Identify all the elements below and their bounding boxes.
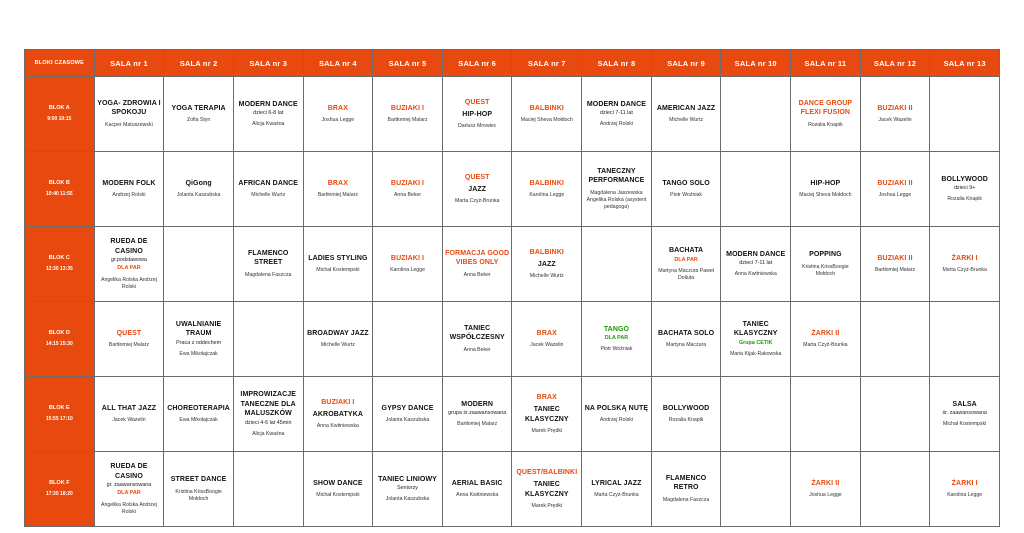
class-cell[interactable]	[303, 302, 373, 377]
class-title: MODERN DANCE	[726, 250, 786, 258]
class-title: AFRICAN DANCE	[238, 179, 299, 187]
class-teacher: Marta Czyż-Brunka	[803, 342, 848, 349]
class-teacher: Michelle Wurtz	[251, 192, 286, 199]
class-cell[interactable]	[582, 377, 652, 452]
class-cell[interactable]	[94, 452, 164, 527]
class-cell[interactable]	[860, 377, 930, 452]
class-subtitle: grupa śr.zaawansowana	[448, 410, 507, 417]
class-cell[interactable]	[791, 227, 861, 302]
class-title: BOLLYWOOD	[941, 175, 988, 183]
class-subtitle: gr. zaawansowana	[106, 482, 152, 489]
class-cell[interactable]	[373, 227, 443, 302]
class-title: BOLLYWOOD	[662, 404, 710, 412]
class-cell[interactable]	[94, 302, 164, 377]
class-teacher: Jolanta Kaszubska	[385, 496, 430, 503]
class-teacher: Karolina Legge	[390, 267, 425, 274]
class-cell[interactable]	[233, 452, 303, 527]
class-teacher: Bartłomiej Malarz	[317, 192, 358, 199]
class-title: BUZIAKI I	[321, 398, 355, 406]
table-row	[25, 377, 1000, 452]
time-block-label: BLOK B	[48, 180, 70, 187]
class-teacher: Rozalia Knapik	[947, 196, 982, 203]
class-cell[interactable]	[233, 377, 303, 452]
class-cell[interactable]	[512, 152, 582, 227]
class-title: AMERICAN JAZZ	[656, 104, 716, 112]
class-cell[interactable]	[442, 377, 512, 452]
class-cell[interactable]	[373, 302, 443, 377]
class-cell[interactable]	[721, 152, 791, 227]
class-title: IMPROWIZACJE TANECZNE DLA MALUSZKÓW	[240, 391, 297, 418]
class-secondary-title: TANIEC KLASYCZNY	[524, 406, 569, 423]
class-cell[interactable]	[860, 452, 930, 527]
class-teacher: Marta Czyż-Brunka	[942, 267, 987, 274]
class-title: TANECZNY PERFORMANCE	[588, 168, 645, 185]
class-teacher: Piotr Woźniak	[670, 192, 703, 199]
class-title: QUEST	[464, 173, 490, 181]
class-title: BUZIAKI II	[877, 254, 913, 262]
table-row	[25, 227, 1000, 302]
header-corner: BLOKI CZASOWE	[25, 50, 95, 77]
class-title: BRAX	[536, 393, 557, 401]
class-title: RUEDA DE CASINO	[110, 463, 148, 480]
class-cell[interactable]	[303, 452, 373, 527]
class-title: GYPSY DANCE	[381, 404, 434, 412]
class-title: MODERN FOLK	[102, 179, 156, 187]
class-subtitle: Seniorzy	[397, 485, 419, 492]
class-cell[interactable]	[582, 227, 652, 302]
time-block-hours: 17:35 18:20	[45, 491, 73, 498]
class-title: QiGong	[185, 179, 212, 187]
class-cell[interactable]	[303, 77, 373, 152]
room-header-2: SALA nr 2	[164, 50, 234, 77]
class-title: CHOREOTERAPIA	[167, 404, 230, 412]
time-block-blok-b	[25, 152, 95, 227]
class-title: ŻARKI II	[811, 479, 840, 487]
class-teacher: Andrzej Rolski	[599, 417, 634, 424]
class-cell[interactable]	[651, 452, 721, 527]
time-block-label: BLOK C	[48, 255, 70, 262]
class-teacher: Marek Prędki	[531, 428, 563, 435]
class-subtitle: gr.podstawowa	[110, 257, 147, 264]
class-title: BRAX	[327, 179, 348, 187]
class-title: QUEST/BALBINKI	[516, 468, 578, 476]
class-title: FORMACJA GOOD VIBES ONLY	[445, 250, 510, 267]
class-title: BRAX	[327, 104, 348, 112]
class-cell[interactable]	[721, 377, 791, 452]
class-cell[interactable]	[721, 302, 791, 377]
class-teacher: Anna Beker	[393, 192, 422, 199]
class-teacher: Joshua Legge	[878, 192, 912, 199]
class-cell[interactable]	[303, 227, 373, 302]
class-teacher: Anna Beker	[463, 271, 491, 278]
class-teacher: Marta Czyż-Brunka	[454, 198, 500, 205]
class-title: QUEST	[116, 329, 142, 337]
class-title: BUZIAKI II	[877, 179, 913, 187]
class-cell[interactable]	[860, 227, 930, 302]
class-cell[interactable]	[164, 152, 234, 227]
class-teacher: Magdalena Faszcza	[245, 271, 292, 278]
class-cell[interactable]	[164, 452, 234, 527]
class-cell[interactable]	[791, 77, 861, 152]
class-title: QUEST	[464, 98, 490, 106]
class-teacher: Michał Kostempski	[316, 267, 360, 274]
class-cell[interactable]	[373, 77, 443, 152]
class-title: NA POLSKĄ NUTĘ	[584, 404, 649, 412]
class-secondary-title: AKROBATYKA	[312, 410, 364, 418]
class-teacher: Marek Prędki	[531, 503, 563, 510]
class-secondary-title: TANIEC KLASYCZNY	[524, 481, 569, 498]
class-cell[interactable]	[373, 452, 443, 527]
class-cell[interactable]	[303, 152, 373, 227]
class-title: BALBINKI	[529, 104, 564, 112]
time-block-blok-d	[25, 302, 95, 377]
time-block-hours: 15:55 17:10	[45, 416, 73, 423]
class-teacher: Michał Kostempski	[943, 421, 987, 428]
class-teacher: Anna Kwitniewska	[316, 423, 359, 430]
class-title: FLAMENCO STREET	[248, 250, 289, 267]
room-header-13: SALA nr 13	[930, 50, 1000, 77]
time-block-hours: 14:15 15:30	[45, 341, 73, 348]
class-teacher: Rozalia Knapik	[668, 417, 704, 424]
class-teacher: Joshua Legge	[321, 117, 355, 124]
class-secondary-title: HIP-HOP	[462, 110, 493, 118]
class-title: BRAX	[536, 329, 557, 337]
room-header-5: SALA nr 5	[373, 50, 443, 77]
class-teacher: Magdalena Faszcza	[662, 496, 710, 503]
class-cell[interactable]	[651, 377, 721, 452]
class-cell[interactable]	[930, 302, 1000, 377]
time-block-hours: 12:30 13:35	[45, 266, 73, 273]
class-cell[interactable]	[791, 452, 861, 527]
table-row	[25, 152, 1000, 227]
class-tag: DLA PAR	[674, 256, 698, 263]
room-header-9: SALA nr 9	[651, 50, 721, 77]
class-teacher: Bartłomiej Malarz	[387, 117, 428, 124]
class-title: DANCE GROUP FLEXI FUSION	[798, 100, 853, 117]
class-cell[interactable]	[442, 77, 512, 152]
time-block-hours: 9:00 10:15	[47, 116, 72, 123]
time-block-label: BLOK A	[48, 105, 70, 112]
room-header-12: SALA nr 12	[860, 50, 930, 77]
class-subtitle: śr. zaawansowana	[942, 410, 987, 417]
class-teacher: Angelika Rolska Andrzej Rolski	[100, 276, 157, 290]
class-teacher: Anna Beker	[463, 346, 491, 353]
class-cell[interactable]	[164, 377, 234, 452]
class-teacher: Maciej Sheva Mołdoch	[799, 192, 852, 199]
class-title: TANIEC WSPÓŁCZESNY	[449, 325, 505, 342]
class-teacher: Angelika Rolska Andrzej Rolski	[100, 501, 157, 515]
class-teacher: Anna Kwitniewska	[456, 492, 499, 499]
time-block-label: BLOK D	[48, 330, 70, 337]
class-cell[interactable]	[860, 152, 930, 227]
room-header-8: SALA nr 8	[582, 50, 652, 77]
room-header-6: SALA nr 6	[442, 50, 512, 77]
room-header-3: SALA nr 3	[233, 50, 303, 77]
class-title: MODERN DANCE	[238, 100, 298, 108]
class-teacher: Kristina KrissBoogie Mołdoch	[802, 263, 849, 277]
class-title: BALBINKI	[529, 248, 564, 256]
time-block-hours: 10:40 11:55	[45, 191, 73, 198]
class-title: ALL THAT JAZZ	[101, 404, 157, 412]
class-tag: Grupa CETIK	[738, 339, 773, 346]
class-cell[interactable]	[582, 302, 652, 377]
class-cell[interactable]	[930, 227, 1000, 302]
class-teacher: Michelle Wurtz	[320, 342, 355, 349]
time-block-blok-f	[25, 452, 95, 527]
table-row	[25, 77, 1000, 152]
class-teacher: Maciej Sheva Mołdoch	[520, 117, 573, 124]
class-cell[interactable]	[303, 377, 373, 452]
class-cell[interactable]	[164, 227, 234, 302]
class-teacher: Jacek Wazelin	[878, 117, 912, 124]
class-title: LYRICAL JAZZ	[591, 479, 642, 487]
class-cell[interactable]	[233, 77, 303, 152]
class-teacher: Martyna Maczura Paweł Doliuta	[658, 267, 714, 281]
class-cell[interactable]	[651, 302, 721, 377]
class-cell[interactable]	[94, 77, 164, 152]
class-cell[interactable]	[930, 377, 1000, 452]
class-teacher: Ewa Mikołajczak	[179, 351, 218, 358]
class-cell[interactable]	[94, 152, 164, 227]
class-teacher: Piotr Woźniak	[600, 346, 633, 353]
class-cell[interactable]	[512, 377, 582, 452]
class-cell[interactable]	[373, 377, 443, 452]
class-cell[interactable]	[651, 152, 721, 227]
class-cell[interactable]	[512, 77, 582, 152]
class-cell[interactable]	[930, 77, 1000, 152]
class-teacher: Michelle Wurtz	[529, 273, 564, 280]
class-subtitle: dzieci 7-11 lat	[600, 110, 633, 117]
class-title: RUEDA DE CASINO	[110, 238, 148, 255]
class-subtitle: Praca z oddechem	[176, 339, 222, 346]
class-cell[interactable]	[582, 77, 652, 152]
class-cell[interactable]	[651, 227, 721, 302]
class-cell[interactable]	[582, 152, 652, 227]
class-title: STREET DANCE	[170, 476, 227, 484]
class-cell[interactable]	[442, 152, 512, 227]
class-title: TANGO SOLO	[662, 179, 710, 187]
room-header-4: SALA nr 4	[303, 50, 373, 77]
class-title: SHOW DANCE	[313, 479, 363, 487]
class-title: POPPING	[809, 251, 842, 259]
class-cell[interactable]	[791, 152, 861, 227]
class-title: TANIEC LINIOWY	[378, 475, 437, 483]
class-title: YOGA- ZDROWIA I SPOKOJU	[97, 100, 161, 117]
class-cell[interactable]	[94, 227, 164, 302]
class-teacher: Rozalia Knapik	[808, 121, 843, 128]
schedule-body	[25, 77, 1000, 527]
class-cell[interactable]	[721, 77, 791, 152]
time-block-blok-c	[25, 227, 95, 302]
class-title: AERIAL BASIC	[451, 479, 503, 487]
class-cell[interactable]	[651, 77, 721, 152]
class-teacher: Ewa Mikołajczak	[179, 417, 218, 424]
class-title: BROADWAY JAZZ	[307, 329, 369, 337]
class-cell[interactable]	[442, 227, 512, 302]
time-block-blok-a	[25, 77, 95, 152]
class-teacher: Michelle Wurtz	[669, 117, 704, 124]
class-cell[interactable]	[721, 227, 791, 302]
class-cell[interactable]	[582, 452, 652, 527]
class-title: HIP-HOP	[810, 179, 841, 187]
class-subtitle: dzieci 9+	[953, 185, 976, 192]
class-teacher: Karolina Legge	[947, 492, 983, 499]
table-row	[25, 452, 1000, 527]
class-cell[interactable]	[512, 452, 582, 527]
room-header-11: SALA nr 11	[791, 50, 861, 77]
class-teacher: Alicja Kwaśna	[252, 121, 285, 128]
class-title: YOGA TERAPIA	[171, 104, 226, 112]
class-cell[interactable]	[930, 152, 1000, 227]
class-teacher: Zofia Styn	[186, 117, 211, 124]
class-cell[interactable]	[512, 302, 582, 377]
class-teacher: Maria Kijak-Rakowska	[730, 351, 782, 358]
class-teacher: Jolanta Kaszubska	[176, 192, 221, 199]
class-cell[interactable]	[233, 302, 303, 377]
class-teacher: Alicja Kwaśna	[252, 430, 285, 437]
class-teacher: Joshua Legge	[809, 492, 842, 499]
room-header-1: SALA nr 1	[94, 50, 164, 77]
time-block-label: BLOK E	[48, 405, 70, 412]
class-cell[interactable]	[442, 302, 512, 377]
class-title: BUZIAKI I	[390, 179, 425, 187]
class-teacher: Andrzej Rolski	[112, 192, 146, 199]
class-cell[interactable]	[860, 302, 930, 377]
class-title: SALSA	[952, 400, 977, 408]
class-cell[interactable]	[791, 302, 861, 377]
class-title: ŻARKI I	[951, 479, 978, 487]
class-title: BALBINKI	[529, 179, 564, 187]
table-row	[25, 302, 1000, 377]
class-cell[interactable]	[94, 377, 164, 452]
class-title: FLAMENCO RETRO	[665, 475, 707, 492]
class-title: UWALNIANIE TRAUM	[175, 320, 222, 338]
class-title: BUZIAKI II	[877, 104, 913, 112]
class-secondary-title: JAZZ	[537, 260, 556, 268]
class-teacher: Bartłomiej Malarz	[108, 342, 149, 349]
class-title: BACHATA	[668, 247, 704, 255]
class-cell[interactable]	[930, 452, 1000, 527]
class-title: LADIES STYLING	[308, 254, 368, 262]
class-teacher: Marta Czyż-Brunka	[594, 492, 639, 499]
class-subtitle: dzieci 6-8 lat	[253, 110, 284, 117]
class-teacher: Jacek Wazelin	[112, 417, 146, 424]
class-teacher: Bartłomiej Malarz	[457, 421, 498, 428]
class-title: MODERN DANCE	[586, 100, 647, 108]
class-teacher: Anna Kwitniewska	[734, 271, 777, 278]
class-cell[interactable]	[233, 152, 303, 227]
table-header-row	[25, 50, 1000, 77]
time-block-blok-e	[25, 377, 95, 452]
class-teacher: Dariusz Mrowiec	[457, 123, 497, 130]
class-teacher: Andrzej Rolski	[599, 121, 634, 128]
class-title: ŻARKI I	[951, 254, 978, 262]
class-title: BACHATA SOLO	[657, 329, 715, 337]
class-teacher: Jolanta Kaszubska	[385, 417, 430, 424]
schedule-table	[24, 49, 1000, 527]
class-title: TANIEC KLASYCZNY	[733, 320, 778, 338]
class-subtitle: dzieci 7-11 lat	[739, 260, 773, 267]
room-header-10: SALA nr 10	[721, 50, 791, 77]
class-cell[interactable]	[721, 452, 791, 527]
class-cell[interactable]	[442, 452, 512, 527]
class-title: BUZIAKI I	[390, 104, 425, 112]
class-teacher: Bartłomiej Malarz	[874, 267, 916, 274]
class-teacher: Michał Kostempski	[316, 492, 360, 499]
class-tag: DLA PAR	[117, 490, 141, 497]
class-cell[interactable]	[860, 77, 930, 152]
class-secondary-title: JAZZ	[468, 185, 487, 193]
class-cell[interactable]	[791, 377, 861, 452]
room-header-7: SALA nr 7	[512, 50, 582, 77]
class-title: MODERN	[461, 400, 494, 408]
class-title: TANGO	[603, 325, 630, 333]
class-title: ŻARKI II	[811, 329, 840, 337]
class-teacher: Magdalena Jaszewska Angelika Rolska (asystent pedagoga)	[586, 189, 647, 210]
time-block-label: BLOK F	[49, 480, 70, 487]
class-teacher: Martyna Maczura	[666, 342, 707, 349]
class-cell[interactable]	[373, 152, 443, 227]
class-subtitle: dzieci 4-6 lat 45min	[245, 419, 292, 426]
class-teacher: Kristina KrissBoogie Mołdoch	[175, 488, 222, 502]
class-cell[interactable]	[512, 227, 582, 302]
class-teacher: Karolina Legge	[529, 192, 565, 199]
class-tag: DLA PAR	[117, 265, 141, 272]
class-cell[interactable]	[164, 302, 234, 377]
class-teacher: Jacek Wazelin	[530, 342, 564, 349]
class-teacher: Kacper Matuszewski	[105, 121, 153, 128]
class-cell[interactable]	[233, 227, 303, 302]
class-tag: DLA PAR	[604, 335, 629, 342]
class-cell[interactable]	[164, 77, 234, 152]
class-title: BUZIAKI I	[390, 254, 425, 262]
